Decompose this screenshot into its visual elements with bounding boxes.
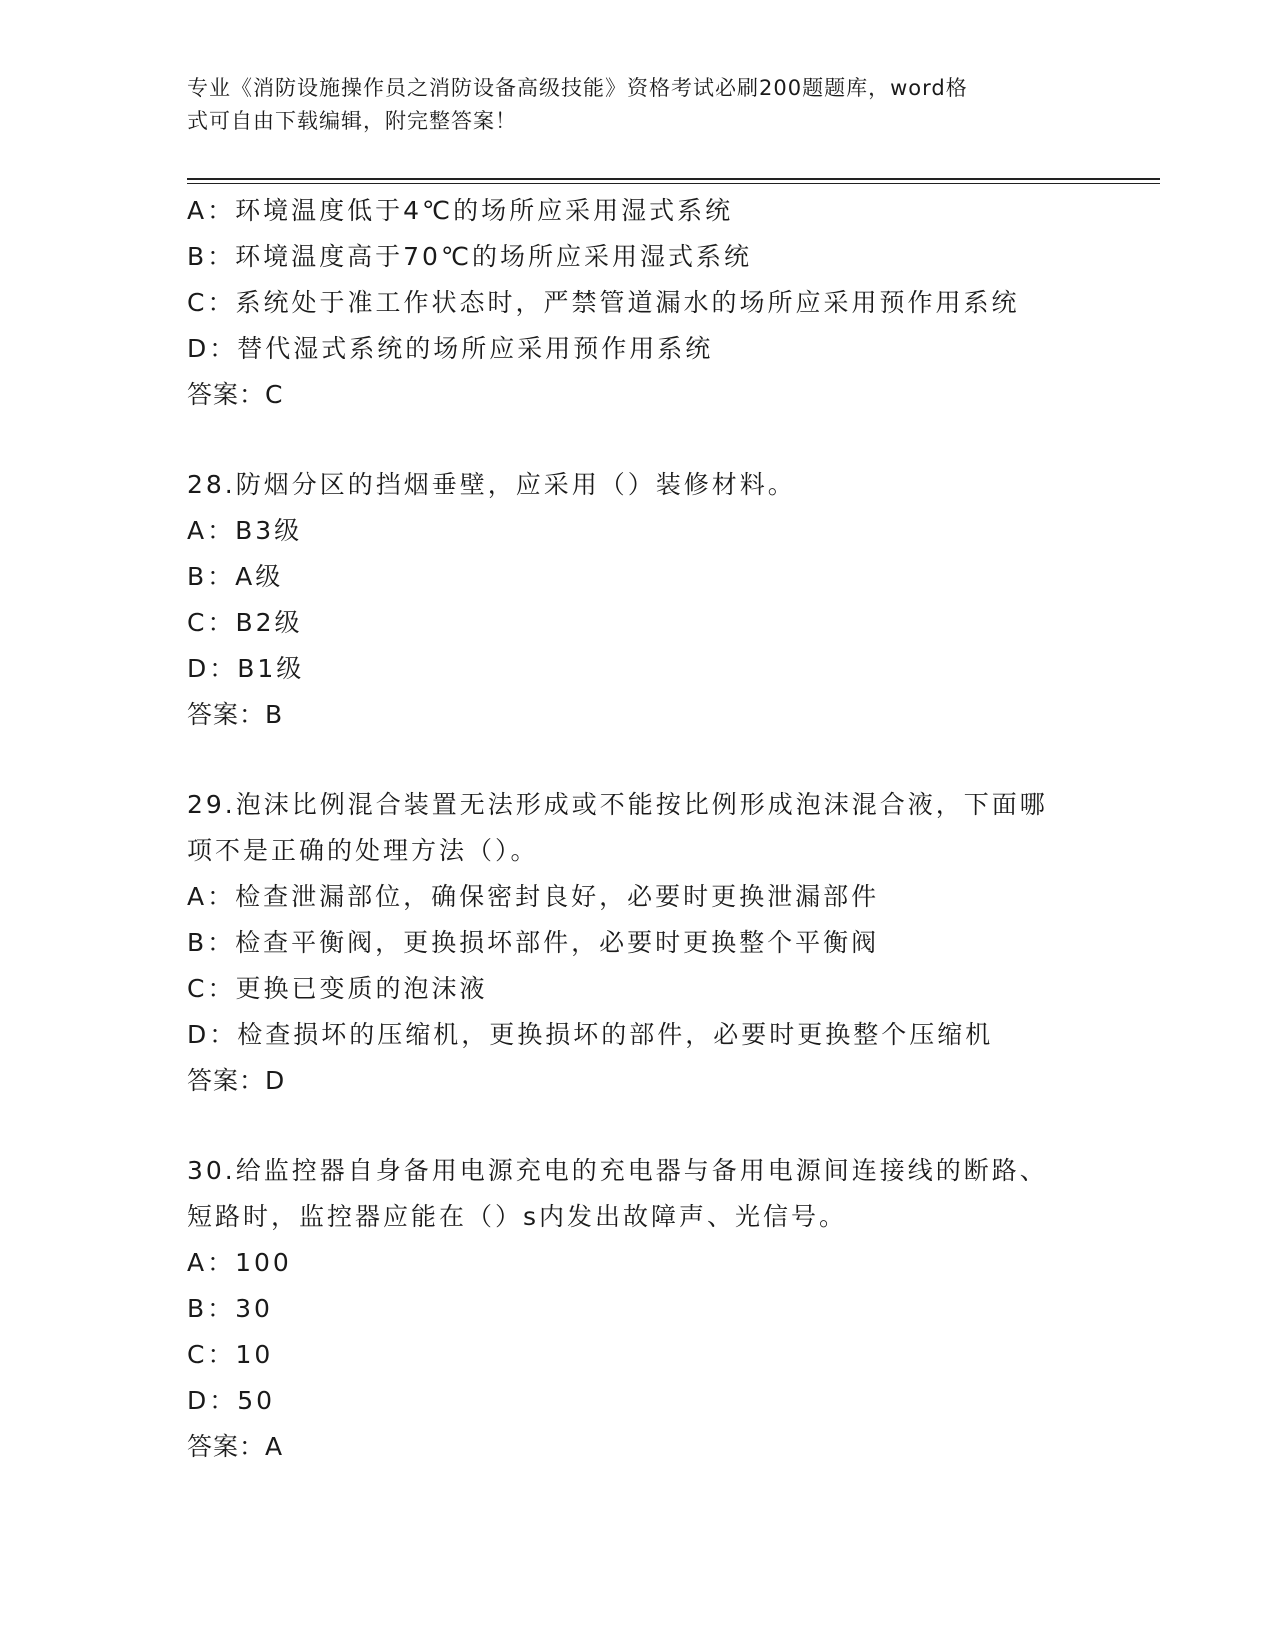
question-stem-line-2: 项不是正确的处理方法（）。 bbox=[187, 836, 539, 865]
header-divider bbox=[187, 178, 1160, 180]
question-list bbox=[187, 188, 1087, 1470]
question-stem-line-2: 短路时，监控器应能在（）s内发出故障声、光信号。 bbox=[187, 1202, 848, 1231]
option-c: C：更换已变质的泡沫液 bbox=[187, 974, 488, 1003]
option-d: D：替代湿式系统的场所应采用预作用系统 bbox=[187, 334, 714, 363]
spacer bbox=[187, 418, 1087, 462]
option-a: A：环境温度低于4℃的场所应采用湿式系统 bbox=[187, 196, 734, 225]
question-29 bbox=[187, 782, 1087, 1104]
header-line-1: 专业《消防设施操作员之消防设备高级技能》资格考试必刷200题题库，word格 bbox=[187, 76, 968, 100]
option-d: D：B1级 bbox=[187, 654, 305, 683]
option-b: B：A级 bbox=[187, 562, 284, 591]
question-28 bbox=[187, 462, 1087, 738]
option-c: C：系统处于准工作状态时，严禁管道漏水的场所应采用预作用系统 bbox=[187, 288, 1020, 317]
option-a: A：100 bbox=[187, 1248, 292, 1277]
question-stem-line-1: 29.泡沫比例混合装置无法形成或不能按比例形成泡沫混合液，下面哪 bbox=[187, 790, 1048, 819]
option-d: D：检查损坏的压缩机，更换损坏的部件，必要时更换整个压缩机 bbox=[187, 1020, 994, 1049]
question-stem: 28.防烟分区的挡烟垂壁，应采用（）装修材料。 bbox=[187, 470, 796, 499]
answer: 答案：B bbox=[187, 700, 284, 729]
spacer bbox=[187, 1104, 1087, 1148]
option-a: A：检查泄漏部位，确保密封良好，必要时更换泄漏部件 bbox=[187, 882, 880, 911]
option-c: C：B2级 bbox=[187, 608, 303, 637]
question-30 bbox=[187, 1148, 1087, 1470]
answer: 答案：D bbox=[187, 1066, 286, 1095]
question-stem-line-1: 30.给监控器自身备用电源充电的充电器与备用电源间连接线的断路、 bbox=[187, 1156, 1048, 1185]
option-a: A：B3级 bbox=[187, 516, 303, 545]
option-b: B：检查平衡阀，更换损坏部件，必要时更换整个平衡阀 bbox=[187, 928, 880, 957]
spacer bbox=[187, 738, 1087, 782]
option-b: B：环境温度高于70℃的场所应采用湿式系统 bbox=[187, 242, 753, 271]
option-b: B：30 bbox=[187, 1294, 273, 1323]
document-header bbox=[187, 72, 1067, 138]
header-divider-thin bbox=[187, 183, 1160, 184]
option-c: C：10 bbox=[187, 1340, 274, 1369]
header-line-2: 式可自由下载编辑，附完整答案！ bbox=[187, 109, 517, 133]
answer: 答案：A bbox=[187, 1432, 284, 1461]
answer: 答案：C bbox=[187, 380, 284, 409]
question-27 bbox=[187, 188, 1087, 418]
option-d: D：50 bbox=[187, 1386, 276, 1415]
